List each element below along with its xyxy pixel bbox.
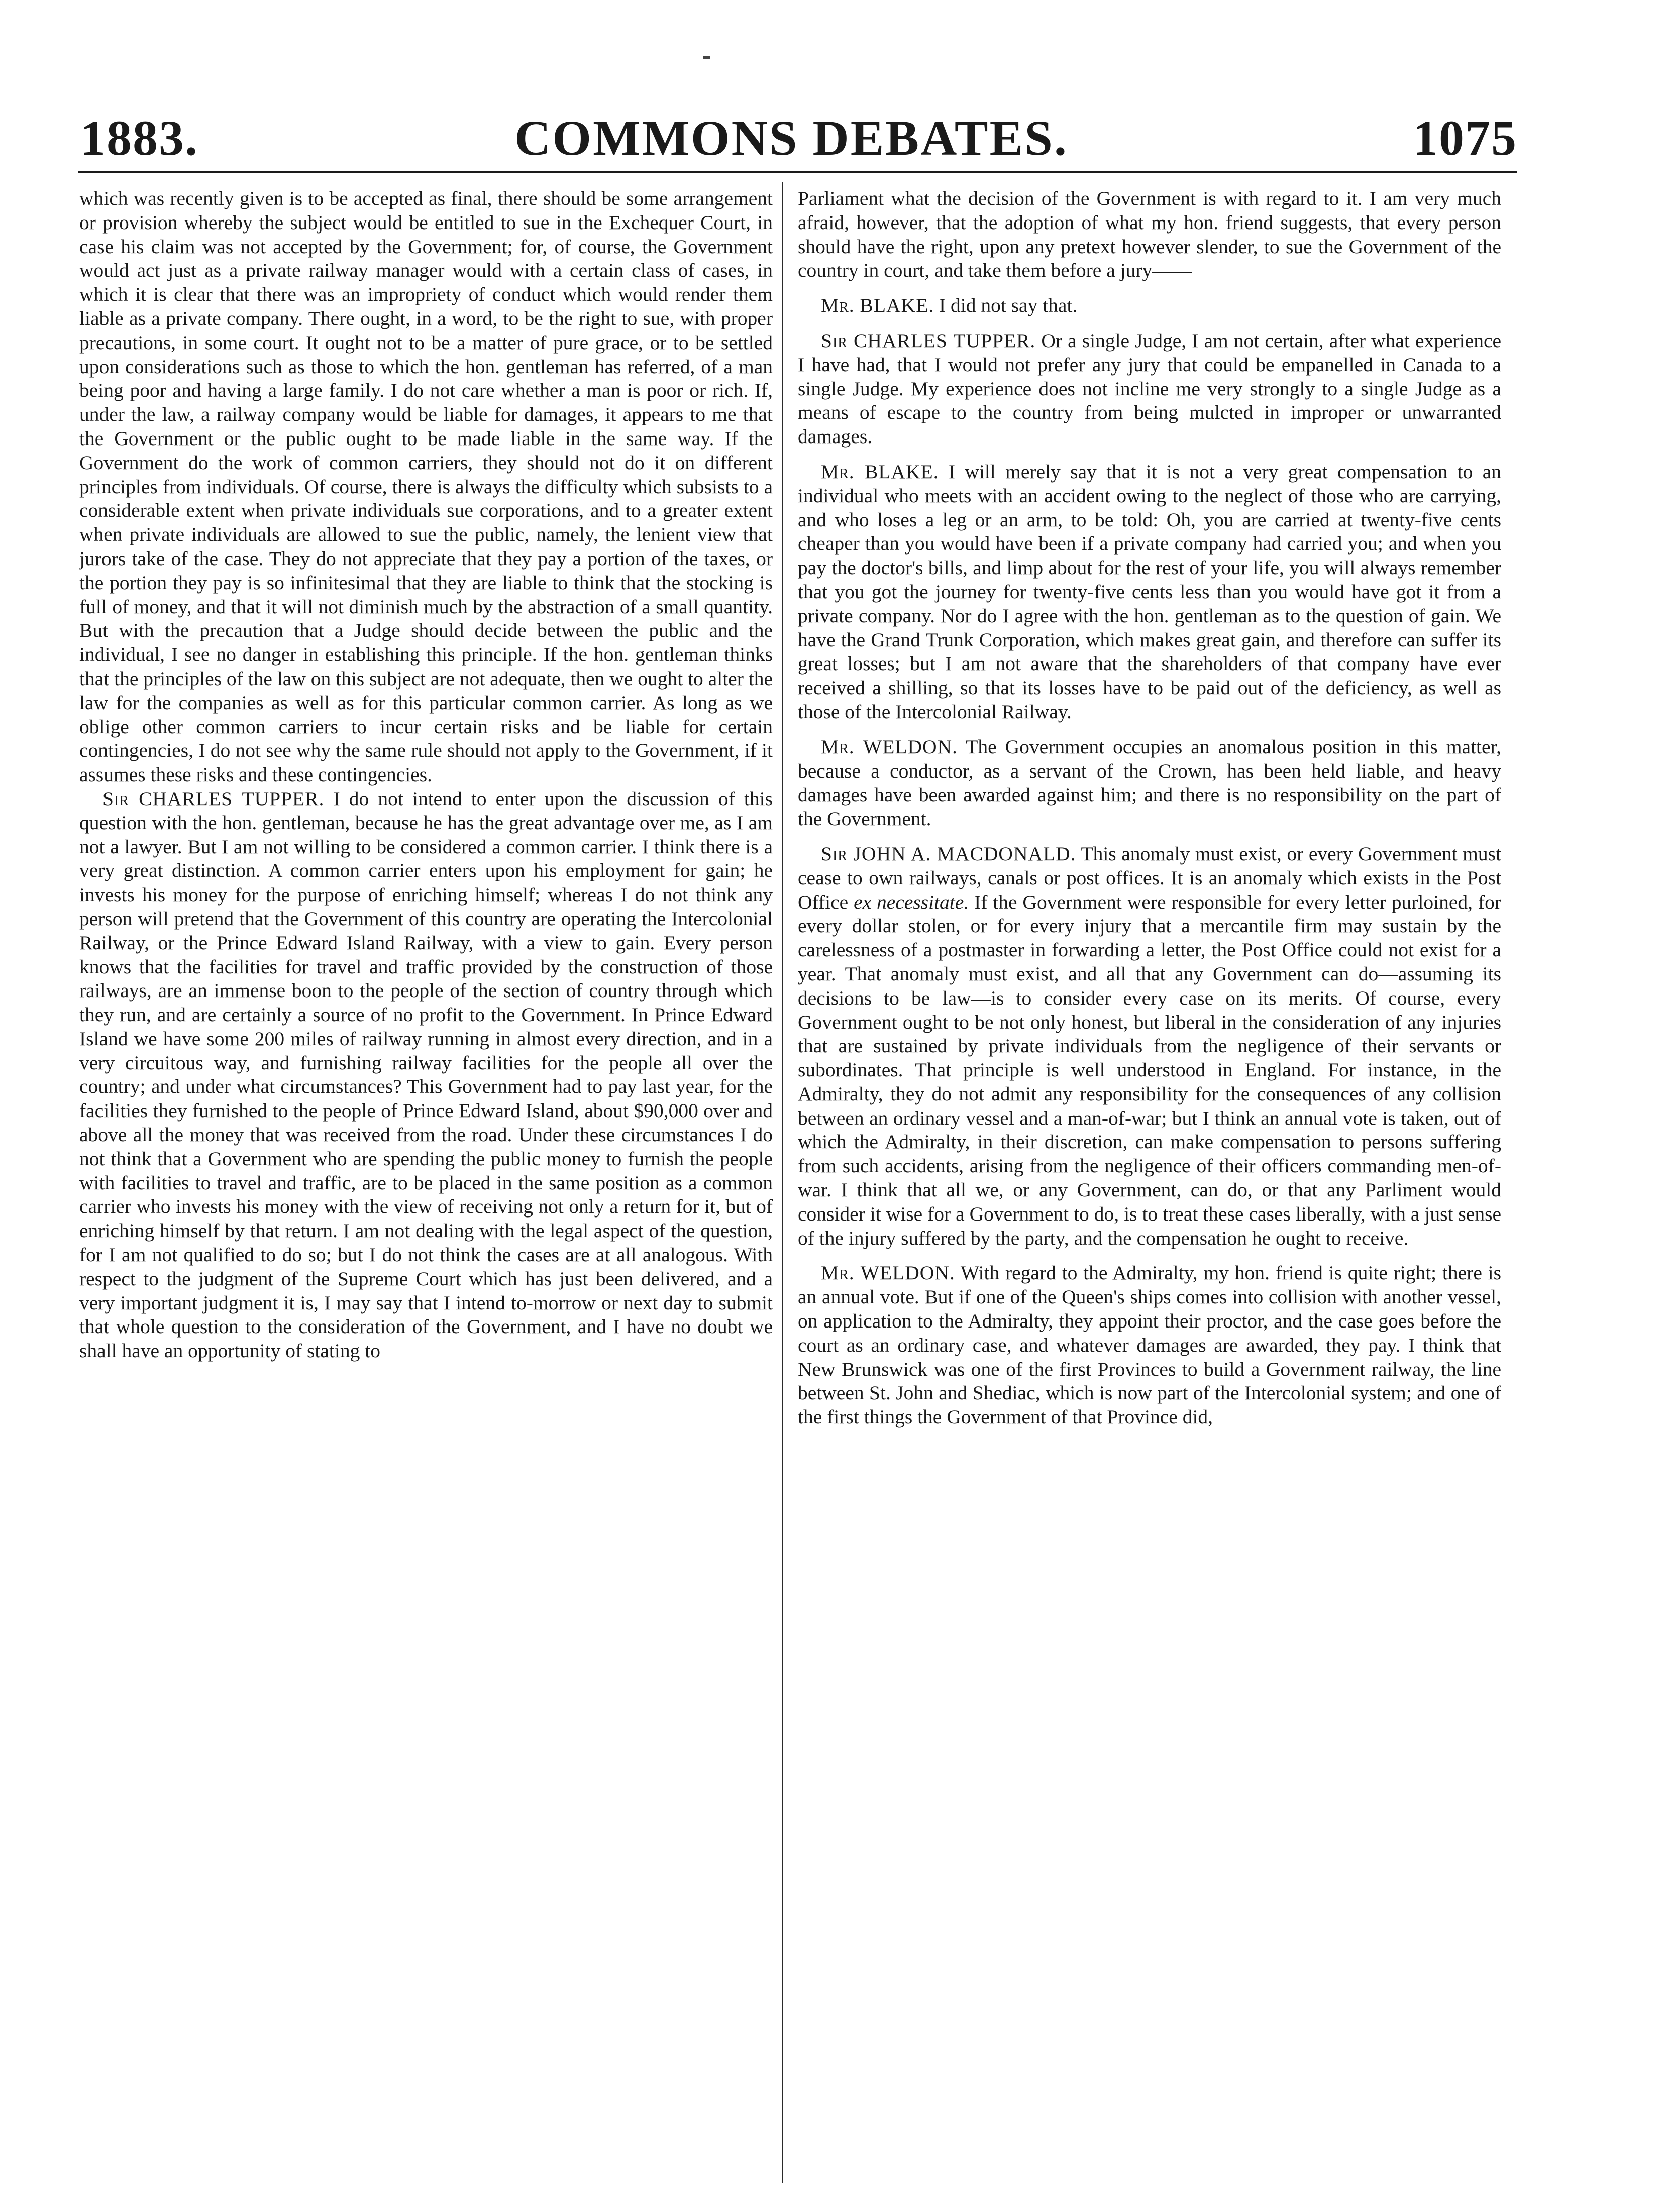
top-mark (703, 56, 710, 59)
paragraph-text: Parliament what the decision of the Government is with regard to it. I am very much afraid, however, that the adoption of what my hon. friend suggests, that every person should have the right, upon any pretext however slender, to sue the Government of the country in court, and take them before a jury—— (798, 187, 1501, 282)
header-year: 1883. (80, 110, 198, 166)
paragraph-text: If the Government were responsible for every letter purloined, for every dollar stolen, or for every injury that a mercantile firm may sustain by the carelessness of a postmaster in forwarding a letter, the Post Office could not exist for a year. That anomaly must exist, and all that any Government can do—assuming its decisions to be law—is to consider every case on its merits. Of course, every Government ought to be not only honest, but liberal in the consideration of any injuries that are sustained by private individuals from the negligence of their servants or subordinates. That principle is well understood in England. For instance, in the Admiralty, they do not admit any responsibility for the consequences of any collision between an ordinary vessel and a man-of-war; but I think an annual vote is taken, out of which the Admiralty, in their discretion, can make compensation to persons suffering from such accidents, arising from the negligence of their officers commanding men-of-war. I think that all we, or any Government, can do, or that any Parliment would consider it wise for a Government to do, is to treat these cases liberally, with a just sense of the injury suffered by the party, and the compensation he ought to receive. (798, 891, 1501, 1249)
paragraph (798, 1261, 1501, 1429)
speaker-name: Mr. WELDON. (821, 1262, 955, 1284)
speaker-name: Sir CHARLES TUPPER. (821, 329, 1036, 352)
paragraph (79, 787, 773, 1363)
speaker-name: Mr. BLAKE. (821, 460, 939, 483)
paragraph (798, 294, 1501, 318)
paragraph-text: With regard to the Admiralty, my hon. friend is quite right; there is an annual vote. But if one of the Queen's ships comes into collision with another vessel, on application to the Admiralty, they appoint their proctor, and the case goes before the court as an ordinary case, and whatever damages are awarded, they pay. I think that New Brunswick was one of the first Provinces to build a Government railway, the line between St. John and Shediac, which is now part of the Intercolonial system; and one of the first things the Government of that Province did, (798, 1262, 1501, 1428)
paragraph (798, 329, 1501, 449)
page-number: 1075 (1413, 110, 1517, 166)
right-column (798, 187, 1501, 2176)
speaker-name: Sir CHARLES TUPPER. (102, 787, 325, 810)
column-divider (782, 182, 783, 2183)
paragraph-text: I will merely say that it is not a very great compensation to an individual who meets with an accident owing to the neglect of those who are carrying, and who loses a leg or an arm, to be told: Oh, you are carried at twenty-five cents cheaper than you would have been if a private company had carried you; and when you pay the doctor's bills, and limp about for the rest of your life, you will always remember that you got the journey for twenty-five cents less than you would have got it from a private company. Nor do I agree with the hon. gentleman as to the question of gain. We have the Grand Trunk Corporation, which makes great gain, and therefore can suffer its great losses; but I am not aware that the shareholders of that company have ever received a shilling, so that its losses have to be paid out of the deficiency, as well as those of the Intercolonial Railway. (798, 460, 1501, 723)
speaker-name: Mr. WELDON. (821, 735, 958, 758)
paragraph-text: which was recently given is to be accepted as final, there should be some arrangement or provision whereby the subject would be entitled to sue in the Exchequer Court, in case his claim was not accepted by the Government; for, of course, the Government would act just as a private railway manager would with a certain class of cases, in which it is clear that there was an impropriety of conduct which would render them liable as a private company. There ought, in a word, to be the right to sue, with proper precautions, in some court. It ought not to be a matter of pure grace, or to be settled upon considerations such as those to which the hon. gentleman has referred, of a man being poor and having a large family. I do not care whether a man is poor or rich. If, under the law, a railway company would be liable for damages, it appears to me that the Government or the public ought to be made liable in the same way. If the Government do the work of common carriers, they should not do it on different principles from individuals. Of course, there is always the difficulty which subsists to a considerable extent when private individuals sue corporations, and to a greater extent when private individuals are allowed to sue the public, namely, the lenient view that jurors take of the case. They do not appreciate that they pay a portion of the taxes, or the portion they pay is so infinitesimal that they are liable to think that the stocking is full of money, and that it will not diminish much by the abstraction of a small quantity. But with the precaution that a Judge should decide between the public and the individual, I see no danger in establishing this principle. If the hon. gentleman thinks that the principles of the law on this subject are not adequate, then we ought to alter the law for the companies as well as for this particular common carrier. As long as we oblige other common carriers to incur certain risks and be liable for certain contingencies, I do not see why the same rule should not apply to the Government, if it assumes these risks and these contingencies. (79, 187, 773, 786)
paragraph (79, 187, 773, 787)
left-column (79, 187, 773, 2176)
paragraph (798, 187, 1501, 283)
paragraph (798, 735, 1501, 831)
header-rule (78, 171, 1517, 173)
paragraph-text: I did not say that. (939, 294, 1078, 317)
speaker-name: Sir JOHN A. MACDONALD. (821, 842, 1076, 865)
paragraph-text: Or a single Judge, I am not certain, after what experience I have had, that I would not prefer any jury that could be empanelled in Canada to a single Judge. My experience does not incline me very strongly to a single Judge as a means of escape to the country from being mulcted in improper or unwarranted damages. (798, 329, 1501, 448)
page-title: COMMONS DEBATES. (514, 110, 1068, 166)
paragraph (798, 460, 1501, 724)
latin-phrase: ex necessitate. (854, 891, 969, 913)
paragraph-text: This anomaly must exist, or every Government must cease to own railways, canals or post offices. It is an anomaly which exists in the Post Office (798, 842, 1501, 913)
paragraph-text: I do not intend to enter upon the discussion of this question with the hon. gentleman, because he has the great advantage over me, as I am not a lawyer. But I am not willing to be considered a common carrier. I think there is a very great distinction. A common carrier enters upon his employment for gain; he invests his money for the purpose of enriching himself; whereas I do not think any person will pretend that the Government of this country are operating the Intercolonial Railway, or the Prince Edward Island Railway, with a view to gain. Every person knows that the facilities for travel and traffic provided by the construction of those railways, are an immense boon to the people of the section of country through which they run, and are certainly a source of no profit to the Government. In Prince Edward Island we have some 200 miles of railway running in almost every direction, and in a very circuitous way, and furnishing railway facilities for the people all over the country; and under what circumstances? This Government had to pay last year, for the facilities they furnished to the people of Prince Edward Island, about $90,000 over and above all the money that was received from the road. Under these circumstances I do not think that a Government who are spending the public money to furnish the people with facilities to travel and traffic, are to be placed in the same position as a common carrier who invests his money with the view of receiving not only a return for it, but of enriching himself by that return. I am not dealing with the legal aspect of the question, for I am not qualified to do so; but I do not think the cases are at all analogous. With respect to the judgment of the Supreme Court which has just been delivered, and a very important judgment it is, I may say that I intend to-morrow or next day to submit that whole question to the consideration of the Government, and I have no doubt we shall have an opportunity of stating to (79, 787, 773, 1362)
paragraph-text: The Government occupies an anomalous position in this matter, because a conductor, as a servant of the Crown, has been held liable, and heavy damages have been awarded against him; and there is no responsibility on the part of the Government. (798, 735, 1501, 830)
speaker-name: Mr. BLAKE. (821, 294, 934, 317)
paragraph (798, 842, 1501, 1251)
page-header (65, 103, 1517, 178)
